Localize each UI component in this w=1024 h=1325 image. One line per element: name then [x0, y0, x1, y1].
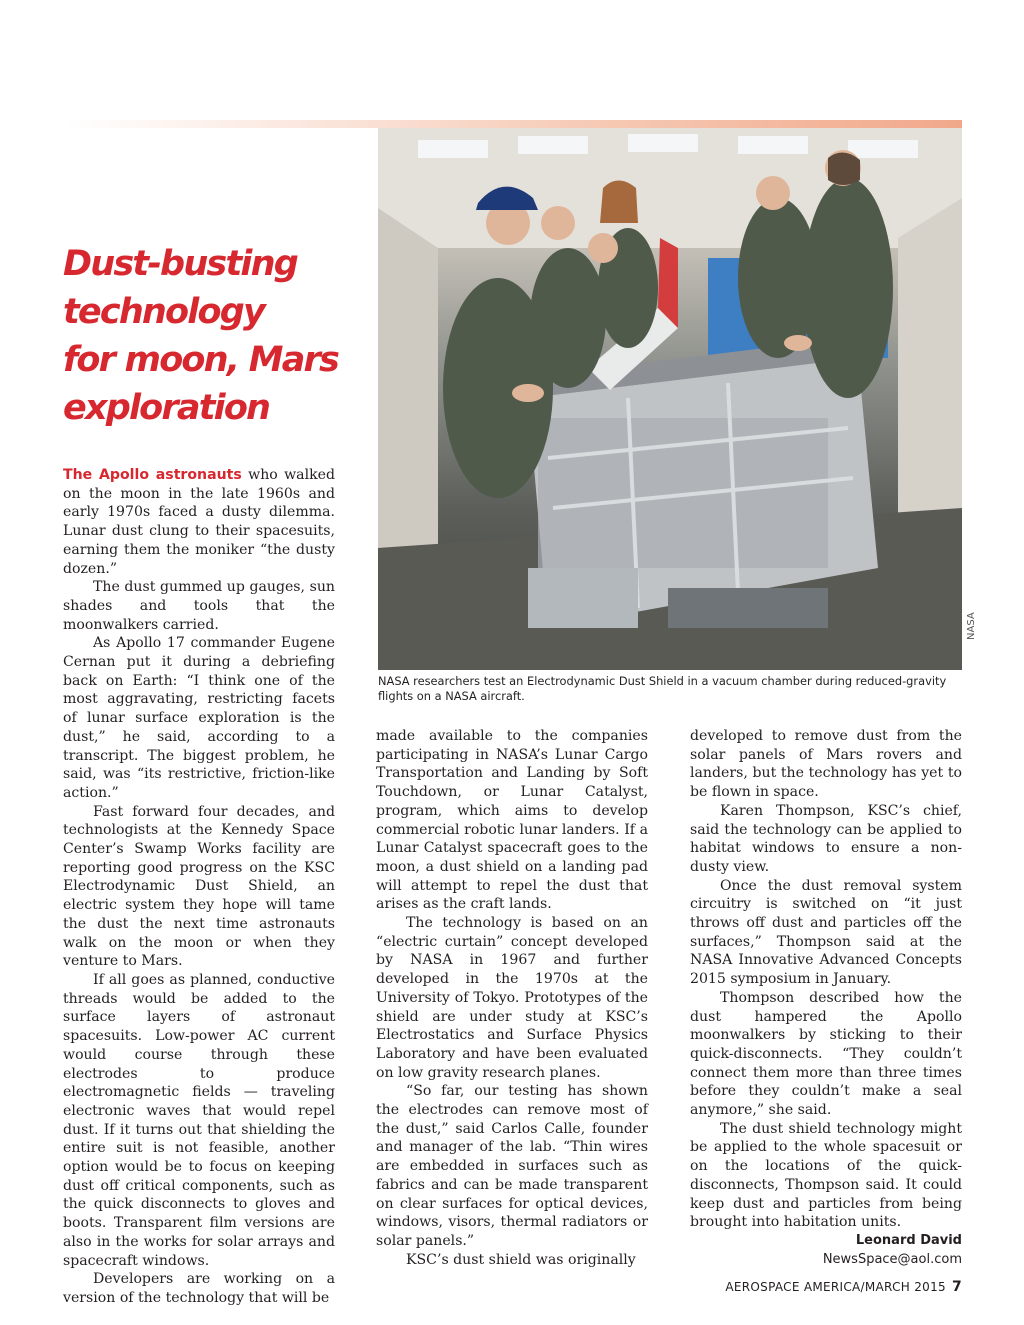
- headline: [63, 240, 363, 432]
- photo-researchers-vacuum-chamber-icon: [378, 128, 962, 670]
- page-number: 7: [951, 1279, 962, 1295]
- paragraph: If all goes as planned, conductive threads would be added to the surface layers of astronaut spacesuits. Low-power AC current would course through these electrodes to produce electromagnetic fields — traveling electronic waves that would repel dust. If it turns out that shielding the entire suit is not feasible, another option would be to focus on keeping dust off critical components, such as the quick disconnects to gloves and boots. Transparent film versions are also in the works for solar arrays and spacecraft windows.: [63, 971, 335, 1269]
- author-email: NewsSpace@aol.com: [822, 1251, 962, 1267]
- headline-line: for moon, Mars: [63, 340, 339, 380]
- top-rule: [65, 120, 962, 128]
- lead-in: The Apollo astronauts: [63, 467, 242, 483]
- article-photo: [378, 128, 962, 670]
- photo-caption: NASA researchers test an Electrodynamic Dust Shield in a vacuum chamber during reduced-gravity flights on a NASA aircraft.: [378, 674, 947, 703]
- page-footer: [700, 1279, 962, 1295]
- byline: [690, 1232, 962, 1269]
- headline-line: Dust-busting: [63, 244, 297, 284]
- paragraph: Thompson described how the dust hampered the Apollo moonwalkers by sticking to their quick-disconnects. “They couldn’t connect them more than three times before they couldn’t make a seal anymore,” she said.: [690, 989, 962, 1119]
- paragraph: KSC’s dust shield was originally: [406, 1251, 636, 1268]
- paragraph: developed to remove dust from the solar panels of Mars rovers and landers, but the technology has yet to be flown in space.: [690, 728, 962, 801]
- paragraph: The dust shield technology might be applied to the whole spacesuit or on the locations of the quick-disconnects, Thompson said. It could keep dust and particles from being brought into habitation units.: [690, 1120, 962, 1231]
- paragraph: Developers are working on a version of the technology that will be: [63, 1271, 335, 1306]
- publication-name: AEROSPACE AMERICA/MARCH 2015: [725, 1280, 946, 1294]
- paragraph: The technology is based on an “electric curtain” concept developed by NASA in 1967 and further developed in the 1970s at the University of Tokyo. Prototypes of the shield are under study at KSC’s Electrostatics and Surface Physics Laboratory and have been evaluated on low gravity research planes.: [376, 915, 648, 1081]
- paragraph: As Apollo 17 commander Eugene Cernan put it during a debriefing back on Earth: “I think one of the most aggravating, restricting facets of lunar surface exploration is the dust,” he said, according to a transcript. The biggest problem, he said, was “its restrictive, friction-like action.”: [63, 635, 335, 801]
- article-column-3: [690, 727, 962, 1269]
- headline-line: exploration: [63, 388, 270, 428]
- paragraph: Once the dust removal system circuitry is switched on “it just throws off dust and particles off the surfaces,” Thompson said at the NASA Innovative Advanced Concepts 2015 symposium in January.: [690, 877, 962, 988]
- paragraph: Karen Thompson, KSC’s chief, said the technology can be applied to habitat windows to ensure a non-dusty view.: [690, 802, 962, 875]
- article-column-2: [376, 727, 648, 1269]
- author-name: Leonard David: [855, 1232, 962, 1248]
- paragraph: made available to the companies participating in NASA’s Lunar Cargo Transportation and Landing by Soft Touchdown, or Lunar Catalyst, program, which aims to develop commercial robotic lunar landers. If a Lunar Catalyst spacecraft goes to the moon, a dust shield on a landing pad will attempt to repel the dust that arises as the craft lands.: [376, 728, 648, 913]
- article-column-1: [63, 466, 335, 1308]
- paragraph: Fast forward four decades, and technologists at the Kennedy Space Center’s Swamp Works facility are reporting good progress on the KSC Electrodynamic Dust Shield, an electric system they hope will tame the dust the next time astronauts walk on the moon or when they venture to Mars.: [63, 803, 335, 970]
- photo-credit: NASA: [966, 612, 977, 640]
- paragraph: The Apollo astronauts who walked on the moon in the late 1960s and early 1970s faced a dusty dilemma. Lunar dust clung to their spacesuits, earning them the moniker “the dusty dozen.”: [63, 467, 335, 577]
- paragraph: The dust gummed up gauges, sun shades and tools that the moonwalkers carried.: [63, 579, 335, 633]
- headline-line: technology: [63, 292, 265, 332]
- paragraph: “So far, our testing has shown the electrodes can remove most of the dust,” said Carlos Calle, founder and manager of the lab. “Thin wires are embedded in surfaces such as fabrics and can be made transparent on clear surfaces for optical devices, windows, visors, thermal radiators or solar panels.”: [376, 1083, 648, 1249]
